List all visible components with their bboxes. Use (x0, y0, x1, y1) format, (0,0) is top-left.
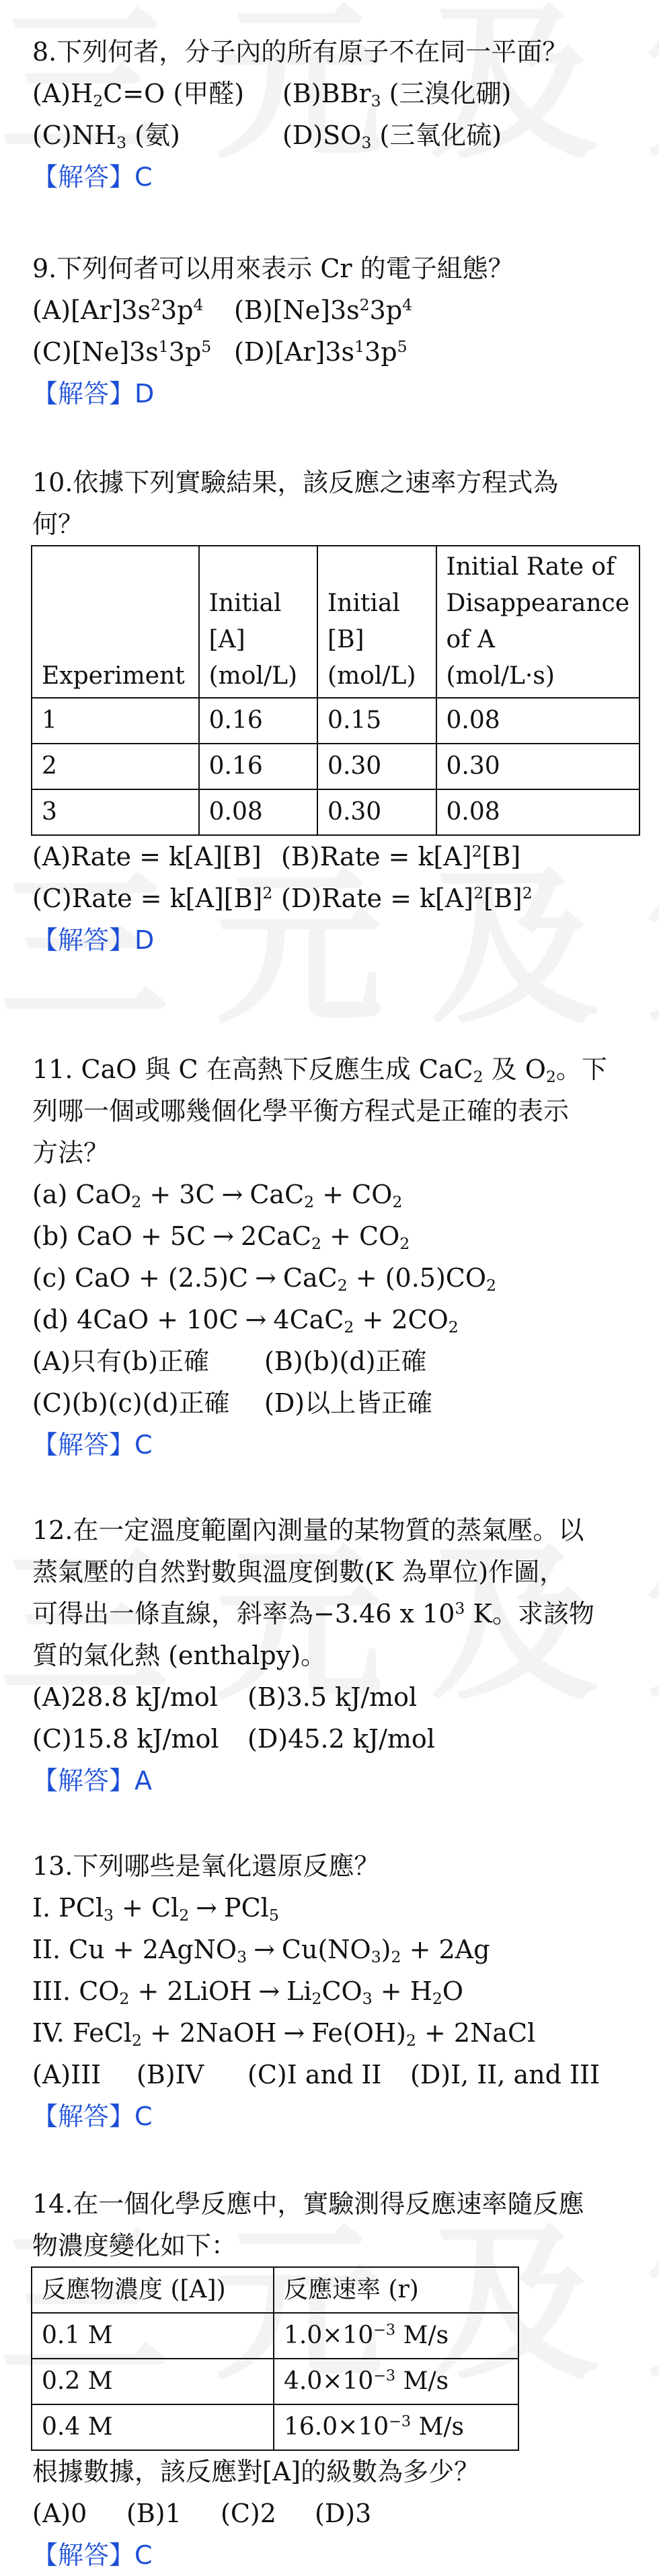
option-a: (A)0 (32, 2499, 87, 2528)
table-row (32, 698, 639, 744)
table-row (32, 2359, 518, 2404)
table-cell: Experiment (32, 546, 199, 698)
table-row (32, 2404, 518, 2450)
option-d: (D)Rate = $k[A]^2[B]^2$ (281, 884, 533, 913)
table-cell: 0.1 M (32, 2313, 274, 2359)
question-11 (32, 1048, 637, 1466)
table-cell: 0.08 (199, 789, 317, 835)
question-stem: 蒸氣壓的自然對數與溫度倒數(K 為單位)作圖， (32, 1557, 566, 1587)
arrow-icon: → (254, 1935, 275, 1964)
option-c: (C)(b)(c)(d)正確 (32, 1388, 230, 1418)
table-cell: 0.30 (317, 789, 436, 835)
option-b: (B)3.5 kJ/mol (247, 1682, 418, 1712)
arrow-icon: → (255, 1263, 276, 1293)
table-cell: $16.0\times 10^{-3}$ M/s (274, 2404, 518, 2450)
table-cell: 反應速率 (r) (274, 2267, 518, 2313)
options-row (32, 1340, 637, 1382)
question-9 (32, 248, 637, 415)
table-cell: 1 (32, 698, 199, 744)
table-cell: 0.30 (317, 744, 436, 789)
option-a: $(A)H_2C=O$ (甲醛) (32, 79, 245, 110)
table-row (32, 2313, 518, 2359)
table-cell: 2 (32, 744, 199, 789)
option-d: (D)3 (315, 2499, 372, 2528)
option-c: (C)15.8 kJ/mol (32, 1724, 219, 1754)
table-cell: 0.16 (199, 744, 317, 789)
question-stem: 13.下列哪些是氧化還原反應？ (32, 1851, 380, 1881)
option-c: (C)I and II (247, 2060, 382, 2089)
option-a: (A)28.8 kJ/mol (32, 1682, 218, 1712)
table-cell: 0.4 M (32, 2404, 274, 2450)
option-d: $(D)SO_3$ (三氧化硫) (282, 120, 502, 152)
option-b: (B)1 (126, 2499, 182, 2528)
reaction-4: IV. FeCl$_2$ + 2NaOH → $Fe(OH)_2$ + 2NaCl (32, 2018, 536, 2050)
question-8 (32, 31, 637, 198)
option-c: (C)2 (221, 2499, 276, 2528)
options-row (32, 289, 637, 331)
option-a: (A)只有(b)正確 (32, 1347, 210, 1376)
table-header-row (32, 2267, 518, 2313)
arrow-icon: → (221, 1180, 243, 1209)
answer: 【解答】C (32, 162, 153, 192)
option-c: $(C)[Ne]3s^13p^5$ (32, 337, 212, 367)
answer: 【解答】C (32, 1430, 153, 1460)
option-b: (B)Rate = $k[A]^2[B]$ (281, 842, 521, 871)
experiment-table (31, 545, 640, 836)
options-row (32, 2493, 637, 2534)
equation-d: (d) $4CaO + 10C \to 4CaC_2 + 2CO_2$ (32, 1305, 459, 1336)
option-b: (B)(b)(d)正確 (264, 1347, 427, 1376)
question-stem: 8.下列何者，分子內的所有原子不在同一平面？ (32, 37, 568, 67)
table-cell: 0.16 (199, 698, 317, 744)
table-row (32, 789, 639, 835)
reaction-1: I. $PCl_3 + Cl_2 \to PCl_5$ (32, 1893, 279, 1925)
arrow-icon: → (212, 1221, 235, 1251)
table-cell: $1.0\times 10^{-3}$ M/s (274, 2313, 518, 2359)
option-d: (D)I, II, and III (410, 2060, 600, 2089)
option-b: (B)IV (137, 2060, 204, 2089)
option-d: $(D)[Ar]3s^13p^5$ (234, 337, 408, 367)
reaction-3: III. $CO_2$ + 2LiOH → $Li_2CO_3 + H_2O$ (32, 1976, 463, 2008)
table-cell: 0.2 M (32, 2359, 274, 2404)
question-stem: 9.下列何者可以用來表示 Cr 的電子組態？ (32, 254, 514, 283)
equation-b: (b) CaO + $5C \to 2CaC_2 + CO_2$ (32, 1221, 410, 1253)
question-14 (32, 2183, 637, 2576)
option-a: (A)Rate = k[A][B] (32, 842, 262, 871)
question-10 (32, 462, 637, 961)
question-12 (32, 1509, 637, 1801)
question-stem: 何？ (32, 509, 84, 539)
option-a: (A)III (32, 2060, 102, 2089)
table-cell: $4.0\times 10^{-3}$ M/s (274, 2359, 518, 2404)
option-b: $(B)[Ne]3s^23p^4$ (234, 295, 413, 325)
arrow-icon: → (283, 2018, 305, 2048)
option-b: (B)BBr$_3$ (三溴化硼) (282, 79, 512, 110)
reaction-2: II. Cu + 2AgNO$_3$ → $Cu(NO_3)_2 + 2Ag$ (32, 1935, 490, 1966)
options-row (32, 331, 637, 373)
table-cell: 3 (32, 789, 199, 835)
options-row (32, 1718, 637, 1760)
question-stem: 11. CaO 與 C 在高熱下反應生成 CaC$_2$ 及 $O_2$。下 (32, 1054, 607, 1086)
table-cell: Initial [A] (mol/L) (199, 546, 317, 698)
rate-table (31, 2266, 519, 2451)
option-d: (D)以上皆正確 (264, 1388, 433, 1418)
table-cell: 0.30 (436, 744, 640, 789)
question-stem: 根據數據，該反應對[A]的級數為多少？ (32, 2457, 480, 2486)
question-13 (32, 1845, 637, 2137)
table-cell: 0.08 (436, 789, 640, 835)
option-c: (C)Rate = $k[A][B]^2$ (32, 884, 273, 913)
options-row (32, 1382, 637, 1424)
arrow-icon: → (258, 1976, 280, 2006)
question-stem: 10.依據下列實驗結果，該反應之速率方程式為 (32, 468, 559, 497)
table-cell: Initial Rate of Disappearance of A (mol/L·s) (436, 546, 640, 698)
question-stem: 14.在一個化學反應中，實驗測得反應速率隨反應 (32, 2189, 584, 2219)
question-stem: 方法？ (32, 1138, 110, 1168)
question-stem: 列哪一個或哪幾個化學平衡方程式是正確的表示 (32, 1096, 570, 1126)
question-stem: 物濃度變化如下： (32, 2231, 237, 2260)
question-stem: 12.在一定溫度範圍內測量的某物質的蒸氣壓。以 (32, 1515, 584, 1545)
answer: 【解答】C (32, 2102, 153, 2131)
question-stem: 質的氣化熱 (enthalpy)。 (32, 1641, 327, 1670)
answer: 【解答】C (32, 2540, 153, 2570)
table-row (32, 744, 639, 789)
options-row (32, 1676, 637, 1718)
table-cell: 反應物濃度 ([A]) (32, 2267, 274, 2313)
options-row (32, 73, 637, 114)
table-cell: Initial [B] (mol/L) (317, 546, 436, 698)
options-row (32, 836, 637, 878)
options-row (32, 878, 637, 919)
option-c: $(C)NH_3$ (氨) (32, 120, 180, 152)
options-row (32, 114, 637, 156)
answer: 【解答】D (32, 925, 155, 955)
answer: 【解答】D (32, 379, 155, 408)
option-a: $(A)[Ar]3s^23p^4$ (32, 295, 204, 325)
equation-a: (a) $CaO_2 + 3C \to CaC_2 + CO_2$ (32, 1180, 403, 1211)
equation-c: (c) CaO + $(2.5)C \to CaC_2 + (0.5)CO_2$ (32, 1263, 496, 1295)
answer: 【解答】A (32, 1766, 152, 1795)
option-d: (D)45.2 kJ/mol (247, 1724, 435, 1754)
question-stem: 可得出一條直線，斜率為−3.46 x $10^3$ K。求該物 (32, 1599, 594, 1629)
arrow-icon: → (196, 1893, 218, 1923)
table-cell: 0.15 (317, 698, 436, 744)
options-row (32, 2054, 637, 2096)
table-cell: 0.08 (436, 698, 640, 744)
table-header-row (32, 546, 639, 698)
arrow-icon: → (245, 1305, 267, 1334)
